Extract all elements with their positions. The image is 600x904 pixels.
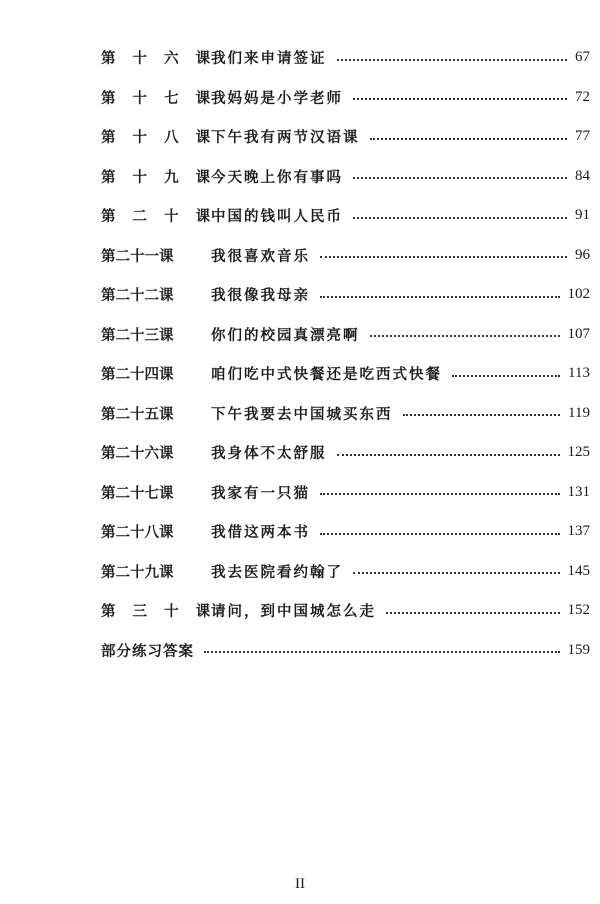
lesson-title: 我去医院看约翰了 bbox=[211, 563, 343, 581]
page-number: 91 bbox=[575, 207, 590, 224]
page-number: 113 bbox=[568, 365, 590, 382]
toc-entry[interactable] bbox=[101, 394, 590, 434]
lesson-number: 第二十一课 bbox=[101, 247, 174, 265]
toc-entry-appendix[interactable] bbox=[101, 631, 590, 671]
dot-leader bbox=[353, 177, 567, 179]
lesson-number: 第二十七课 bbox=[101, 484, 174, 502]
toc-entry[interactable] bbox=[101, 512, 590, 552]
lesson-title: 我家有一只猫 bbox=[211, 484, 310, 502]
toc-entry[interactable] bbox=[101, 473, 590, 513]
page-number: 102 bbox=[567, 286, 590, 303]
appendix-title: 部分练习答案 bbox=[101, 642, 194, 660]
lesson-title: 我借这两本书 bbox=[211, 524, 310, 542]
dot-leader bbox=[370, 138, 568, 140]
lesson-title: 我很喜欢音乐 bbox=[211, 247, 310, 265]
dot-leader bbox=[320, 296, 560, 298]
lesson-number: 第二十九课 bbox=[101, 563, 174, 581]
dot-leader bbox=[320, 533, 560, 535]
dot-leader bbox=[320, 493, 560, 495]
page-number: 77 bbox=[575, 128, 590, 145]
dot-leader bbox=[353, 98, 567, 100]
page-number: 152 bbox=[567, 602, 590, 619]
lesson-number: 第二十四课 bbox=[101, 366, 174, 384]
page-number: 72 bbox=[575, 88, 590, 105]
toc-entry[interactable] bbox=[101, 78, 590, 118]
dot-leader bbox=[370, 335, 560, 337]
page-number: 84 bbox=[575, 167, 590, 184]
lesson-title: 你们的校园真漂亮啊 bbox=[211, 326, 360, 344]
page-number: 159 bbox=[567, 641, 590, 658]
lesson-title: 今天晚上你有事吗 bbox=[211, 168, 343, 186]
page-number: 145 bbox=[567, 562, 590, 579]
dot-leader bbox=[204, 651, 560, 653]
toc-entry[interactable] bbox=[101, 433, 590, 473]
lesson-title: 咱们吃中式快餐还是吃西式快餐 bbox=[211, 366, 442, 384]
lesson-number: 第 十 七 课 bbox=[101, 89, 217, 107]
lesson-number: 第 二 十 课 bbox=[101, 208, 217, 226]
lesson-number: 第 十 八 课 bbox=[101, 129, 217, 147]
toc-entry[interactable] bbox=[101, 354, 590, 394]
lesson-number: 第 十 九 课 bbox=[101, 168, 217, 186]
lesson-title: 我妈妈是小学老师 bbox=[211, 89, 343, 107]
lesson-title: 中国的钱叫人民币 bbox=[211, 208, 343, 226]
lesson-title: 下午我有两节汉语课 bbox=[211, 129, 360, 147]
lesson-number: 第二十五课 bbox=[101, 405, 174, 423]
lesson-number: 第二十六课 bbox=[101, 445, 174, 463]
toc-entry[interactable] bbox=[101, 196, 590, 236]
page-number: 119 bbox=[568, 404, 590, 421]
dot-leader bbox=[452, 375, 560, 377]
page-number: 107 bbox=[567, 325, 590, 342]
dot-leader bbox=[403, 414, 561, 416]
lesson-number: 第 三 十 课 bbox=[101, 603, 217, 621]
page-number: 137 bbox=[567, 523, 590, 540]
page-number: 96 bbox=[575, 246, 590, 263]
toc-entry[interactable] bbox=[101, 157, 590, 197]
lesson-number: 第二十三课 bbox=[101, 326, 174, 344]
toc-entry[interactable] bbox=[101, 552, 590, 592]
toc-entry[interactable] bbox=[101, 591, 590, 631]
dot-leader bbox=[353, 217, 567, 219]
toc-entry[interactable] bbox=[101, 236, 590, 276]
toc-entry[interactable] bbox=[101, 315, 590, 355]
dot-leader bbox=[320, 256, 567, 258]
dot-leader bbox=[353, 572, 560, 574]
lesson-title: 我们来申请签证 bbox=[211, 50, 327, 68]
table-of-contents bbox=[101, 38, 590, 670]
lesson-number: 第 十 六 课 bbox=[101, 50, 217, 68]
dot-leader bbox=[337, 59, 568, 61]
toc-entry[interactable] bbox=[101, 117, 590, 157]
folio-page-number: II bbox=[295, 876, 305, 892]
lesson-title: 我身体不太舒服 bbox=[211, 445, 327, 463]
lesson-title: 我很像我母亲 bbox=[211, 287, 310, 305]
lesson-title: 请问，到中国城怎么走 bbox=[211, 603, 376, 621]
page-number: 67 bbox=[575, 49, 590, 66]
toc-entry[interactable] bbox=[101, 275, 590, 315]
lesson-number: 第二十八课 bbox=[101, 524, 174, 542]
page-number: 125 bbox=[567, 444, 590, 461]
dot-leader bbox=[337, 454, 560, 456]
lesson-title: 下午我要去中国城买东西 bbox=[211, 405, 393, 423]
lesson-number: 第二十二课 bbox=[101, 287, 174, 305]
page-number: 131 bbox=[567, 483, 590, 500]
toc-entry[interactable] bbox=[101, 38, 590, 78]
dot-leader bbox=[386, 612, 560, 614]
